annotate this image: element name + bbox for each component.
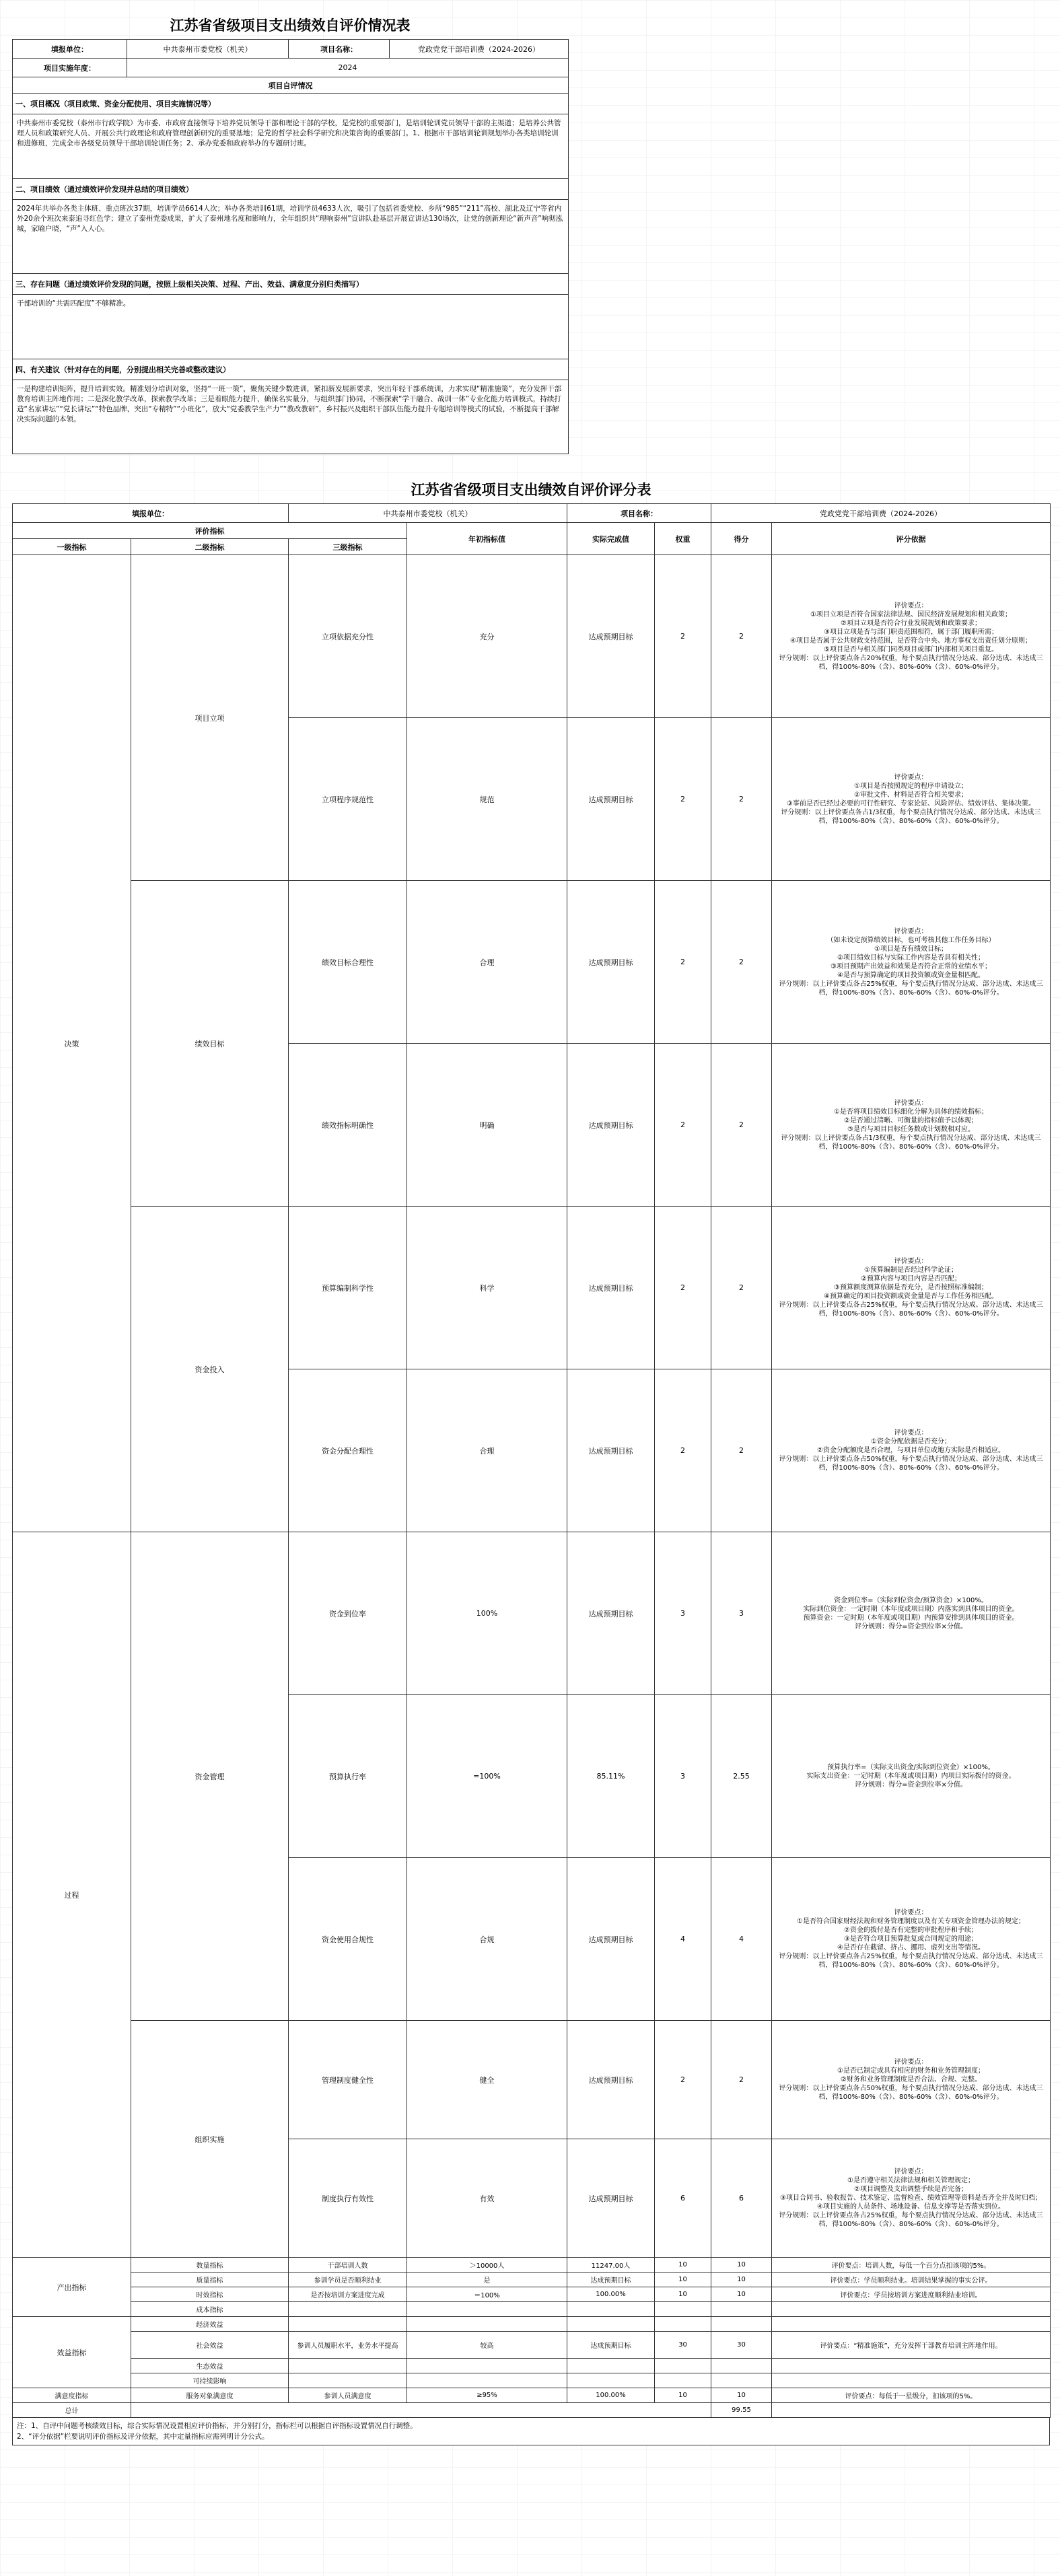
header-remark: 评分依据	[772, 523, 1051, 555]
level3-cell: 立项依据充分性	[289, 555, 407, 718]
table-row	[13, 2287, 1051, 2302]
level2-cell: 服务对象满意度	[131, 2388, 289, 2403]
score-cell	[711, 2302, 772, 2317]
section-heading: 四、有关建议（针对存在的问题，分别提出相关完善或整改建议）	[13, 359, 569, 380]
remark-cell: 评价要点：每低于一星级分，扣该项的5%。	[772, 2388, 1051, 2403]
score-table	[12, 503, 1051, 2418]
level2-cell: 可持续影响	[131, 2373, 289, 2388]
weight-cell: 10	[655, 2258, 711, 2273]
level3-cell: 预算编制科学性	[289, 1207, 407, 1369]
remark-cell: 评价要点： ①项目是否按照规定的程序申请设立； ②审批文件、材料是否符合相关要求； ③事前是否已经过必要的可行性研究、专家论证、风险评估、绩效评估、集体决策。 评分规则：以上评价要点各占1/3权重，每个要点执行情况分达成、部分达成、未达成三档，得100%-80%（含）、80%-60%（含）、60%-0%评分。	[772, 718, 1051, 881]
actual-cell: 达成预期目标	[567, 718, 655, 881]
remark-cell: 评价要点： ①项目立项是否符合国家法律法规、国民经济发展规划和相关政策； ②项目立项是否符合行业发展规划和政策要求； ③项目立项是否与部门职责范围相符，属于部门履职所需； ④项目是否属于公共财政支持范围，是否符合中央、地方事权支出责任划分原则； ⑤项目是否与相关部门同类项目或部门内部相关项目重复。 评分规则：以上评价要点各占20%权重，每个要点执行情况分达成、部分达成、未达成三档，得100%-80%（含）、80%-60%（含）、60%-0%评分。	[772, 555, 1051, 718]
level3-cell	[289, 2359, 407, 2373]
total-label: 总计	[13, 2403, 131, 2418]
actual-cell: 达成预期目标	[567, 2139, 655, 2258]
target-cell: 合理	[407, 1369, 567, 1532]
group-project-setup: 项目立项	[131, 555, 289, 881]
actual-cell: 100.00%	[567, 2388, 655, 2403]
actual-cell: 达成预期目标	[567, 2021, 655, 2139]
score-cell: 6	[711, 2139, 772, 2258]
actual-cell	[567, 2317, 655, 2332]
score-title: 江苏省省级项目支出绩效自评价评分表	[411, 482, 651, 498]
score-cell: 10	[711, 2258, 772, 2273]
remark-cell: 评价要点：学员顺利结业。培训结果掌握的事实公评。	[772, 2273, 1051, 2287]
remark-cell: 资金到位率=（实际到位资金/预算资金）×100%。 实际到位资金：一定时期（本年度或项目期）内落实到具体项目的资金。 预算资金：一定时期（本年度或项目期）内预算安排到具体项目的资金。 评分规则：得分=资金到位率×分值。	[772, 1532, 1051, 1695]
weight-cell	[655, 2359, 711, 2373]
score-cell: 2	[711, 718, 772, 881]
group-benefit: 效益指标	[13, 2317, 131, 2388]
remark-cell	[772, 2317, 1051, 2332]
level3-cell: 是否按培训方案进度完成	[289, 2287, 407, 2302]
header-level3: 三级指标	[289, 539, 407, 555]
level3-cell	[289, 2373, 407, 2388]
weight-cell: 6	[655, 2139, 711, 2258]
section-body: 一是构建培训矩阵，提升培训实效。精准划分培训对象，坚持“一班一策”，聚焦关键少数进训，紧扣新发展新要求，突出年轻干部系统训，力求实现“精准施策”，充分发挥干部教育培训主阵地作用；二是深化教学改革，探索教学改革；三是着眼能力提升，确保名实量分，与组织部门协同，不断探索“学干融合、战训一体”专业化能力培训模式，持续打造“名家讲坛”“党长讲坛”“特色品牌，突出“专精特”“小班化”，放大“党委教学生产力”“教改教研”，乡村振兴及组织干部队伍能力提升专题培训等模式的试验，不断提高干部解决实际问题的本领。	[13, 380, 569, 454]
level3-cell: 预算执行率	[289, 1695, 407, 1858]
weight-cell: 3	[655, 1695, 711, 1858]
level3-cell: 立项程序规范性	[289, 718, 407, 881]
self-evaluation-score	[12, 476, 1050, 2445]
weight-cell	[655, 2317, 711, 2332]
remark-cell: 评价要点： ①预算编制是否经过科学论证； ②预算内容与项目内容是否匹配； ③预算额度测算依据是否充分，是否按照标准编制； ④预算确定的项目投资额或资金量是否与工作任务相匹配。 评分规则：以上评价要点各占25%权重，每个要点执行情况分达成、部分达成、未达成三档，得100%-80%（含）、80%-60%（含）、60%-0%评分。	[772, 1207, 1051, 1369]
target-cell	[407, 2302, 567, 2317]
group-process: 过程	[13, 1532, 131, 2258]
actual-cell: 100.00%	[567, 2287, 655, 2302]
level3-cell: 绩效指标明确性	[289, 1044, 407, 1207]
header-indicator: 评价指标	[13, 523, 407, 539]
score-cell: 3	[711, 1532, 772, 1695]
section-body: 中共泰州市委党校（泰州市行政学院）为市委、市政府直接领导下培养党员领导干部和理论干部的学校，是党校的重要部门，是培训轮训党员领导干部的主渠道；是培养公共管理人员和政策研究人员、开展公共行政理论和政府管理创新研究的重要基地；是党的哲学社会科学研究和决策咨询的重要部门。1、根据市干部培训轮训规划举办各类培训轮训和进修班，完成全市各级党员领导干部培训轮训任务；2、承办党委和政府举办的专题研讨班。	[13, 114, 569, 179]
score-unit-value: 中共泰州市委党校（机关）	[289, 504, 567, 523]
actual-cell: 达成预期目标	[567, 1044, 655, 1207]
target-cell	[407, 2359, 567, 2373]
table-notes	[12, 2418, 1050, 2445]
header-target: 年初指标值	[407, 523, 567, 555]
actual-cell: 达成预期目标	[567, 881, 655, 1044]
total-score: 99.55	[711, 2403, 772, 2418]
project-label: 项目名称：	[289, 40, 390, 59]
header-level1: 一级指标	[13, 539, 131, 555]
total-spacer	[131, 2403, 711, 2418]
group-perf-goal: 绩效目标	[131, 881, 289, 1207]
level2-cell: 成本指标	[131, 2302, 289, 2317]
level2-cell: 时效指标	[131, 2287, 289, 2302]
score-cell: 2	[711, 1369, 772, 1532]
remark-cell: 评价要点： （如未设定预算绩效目标，也可考核其他工作任务目标） ①项目是否有绩效目标； ②项目绩效目标与实际工作内容是否具有相关性； ③项目预期产出效益和效果是否符合正常的业绩水平； ④是否与预算确定的项目投资额或资金量相匹配。 评分规则：以上评价要点各占25%权重，每个要点执行情况分达成、部分达成、未达成三档，得100%-80%（含）、80%-60%（含）、60%-0%评分。	[772, 881, 1051, 1044]
actual-cell: 达成预期目标	[567, 2332, 655, 2359]
actual-cell: 达成预期目标	[567, 1532, 655, 1695]
remark-cell	[772, 2359, 1051, 2373]
group-fund-mgmt: 资金管理	[131, 1532, 289, 2021]
group-org-impl: 组织实施	[131, 2021, 289, 2258]
score-cell: 2	[711, 1044, 772, 1207]
table-row	[13, 881, 1051, 1044]
level2-cell: 数量指标	[131, 2258, 289, 2273]
score-cell: 4	[711, 1858, 772, 2021]
level2-cell: 经济效益	[131, 2317, 289, 2332]
actual-cell: 达成预期目标	[567, 555, 655, 718]
weight-cell: 2	[655, 881, 711, 1044]
target-cell: 健全	[407, 2021, 567, 2139]
actual-cell: 达成预期目标	[567, 1207, 655, 1369]
target-cell: 合规	[407, 1858, 567, 2021]
table-row	[13, 2258, 1051, 2273]
score-cell: 2	[711, 555, 772, 718]
target-cell: 是	[407, 2273, 567, 2287]
target-cell: 充分	[407, 555, 567, 718]
header-level2: 二级指标	[131, 539, 289, 555]
table-row	[13, 2302, 1051, 2317]
unit-value: 中共泰州市委党校（机关）	[127, 40, 289, 59]
level2-cell: 社会效益	[131, 2332, 289, 2359]
level3-cell	[289, 2317, 407, 2332]
remark-cell: 评价要点： ①资金分配依据是否充分； ②资金分配额度是否合理，与项目单位或地方实际是否相适应。 评分规则：以上评价要点各占50%权重，每个要点执行情况分达成、部分达成、未达成三档，得100%-80%（含）、80%-60%（含）、60%-0%评分。	[772, 1369, 1051, 1532]
remark-cell	[772, 2373, 1051, 2388]
score-cell: 2.55	[711, 1695, 772, 1858]
target-cell: 100%	[407, 1532, 567, 1695]
remark-cell: 评价要点： ①是否符合国家财经法规和财务管理制度以及有关专项资金管理办法的规定； ②资金的拨付是否有完整的审批程序和手续； ③是否符合项目预算批复或合同规定的用途； ④是否存在截留、挤占、挪用、虚列支出等情况。 评分规则：以上评价要点各占25%权重，每个要点执行情况分达成、部分达成、未达成三档，得100%-80%（含）、80%-60%（含）、60%-0%评分。	[772, 1858, 1051, 2021]
year-value: 2024	[127, 59, 569, 77]
remark-cell: 评价要点： ①是否遵守相关法律法规和相关管理规定； ②项目调整及支出调整手续是否完备； ③项目合同书、验收报告、技术鉴定、监督检查、绩效管理等资料是否齐全并及时归档； ④项目实施的人员条件、场地设备、信息支撑等是否落实到位。 评分规则：以上评价要点各占25%权重，每个要点执行情况分达成、部分达成、未达成三档，得100%-80%（含）、80%-60%（含）、60%-0%评分。	[772, 2139, 1051, 2258]
level3-cell	[289, 2302, 407, 2317]
remark-cell: 评价要点： ①是否已制定或具有相应的财务和业务管理制度； ②财务和业务管理制度是否合法、合规、完整。 评分规则：以上评价要点各占50%权重，每个要点执行情况分达成、部分达成、未达成三档，得100%-80%（含）、80%-60%（含）、60%-0%评分。	[772, 2021, 1051, 2139]
remark-cell: 评价要点：学员按培训方案进度顺利结业培训。	[772, 2287, 1051, 2302]
section-heading: 一、项目概况（项目政策、资金分配使用、项目实施情况等）	[13, 94, 569, 114]
group-output: 产出指标	[13, 2258, 131, 2317]
weight-cell: 2	[655, 2021, 711, 2139]
table-row	[13, 1532, 1051, 1695]
weight-cell: 10	[655, 2287, 711, 2302]
summary-table	[12, 39, 569, 454]
self-evaluation-summary	[12, 12, 568, 454]
score-cell: 10	[711, 2388, 772, 2403]
group-fund-input: 资金投入	[131, 1207, 289, 1532]
target-cell: 合理	[407, 881, 567, 1044]
level3-cell: 资金使用合规性	[289, 1858, 407, 2021]
score-unit-label: 填报单位：	[13, 504, 289, 523]
score-cell: 2	[711, 881, 772, 1044]
score-cell: 30	[711, 2332, 772, 2359]
level2-cell: 质量指标	[131, 2273, 289, 2287]
note-line: 注：1、自评中问题考核绩效目标，综合实际情况设置相应评价指标，并分别打分，指标栏可以根据自评指标设置情况自行调整。	[17, 2422, 417, 2430]
unit-label: 填报单位：	[13, 40, 127, 59]
section-heading: 三、存在问题（通过绩效评价发现的问题，按照上级相关决策、过程、产出、效益、满意度分别归类描写）	[13, 274, 569, 295]
table-row	[13, 2317, 1051, 2332]
level2-cell: 生态效益	[131, 2359, 289, 2373]
weight-cell: 2	[655, 555, 711, 718]
weight-cell	[655, 2373, 711, 2388]
level3-cell: 参训人员满意度	[289, 2388, 407, 2403]
target-cell: ＞10000人	[407, 2258, 567, 2273]
weight-cell: 10	[655, 2388, 711, 2403]
total-remark	[772, 2403, 1051, 2418]
weight-cell: 2	[655, 1044, 711, 1207]
table-row	[13, 2021, 1051, 2139]
note-line: 2、“评分依据”栏要说明评价指标及评分依据，其中定量指标应需列明计分公式。	[17, 2433, 269, 2441]
target-cell: 规范	[407, 718, 567, 881]
weight-cell: 2	[655, 1369, 711, 1532]
target-cell: 有效	[407, 2139, 567, 2258]
score-cell	[711, 2373, 772, 2388]
total-row	[13, 2403, 1051, 2418]
level3-cell: 干部培训人数	[289, 2258, 407, 2273]
target-cell: =100%	[407, 1695, 567, 1858]
level3-cell: 管理制度健全性	[289, 2021, 407, 2139]
level3-cell: 参训人员履职水平，业务水平提高	[289, 2332, 407, 2359]
group-decision: 决策	[13, 555, 131, 1532]
header-weight: 权重	[655, 523, 711, 555]
year-label: 项目实施年度：	[13, 59, 127, 77]
table-row	[13, 2332, 1051, 2359]
score-cell: 10	[711, 2287, 772, 2302]
target-cell: ≥95%	[407, 2388, 567, 2403]
score-cell	[711, 2359, 772, 2373]
table-row	[13, 1207, 1051, 1369]
actual-cell	[567, 2359, 655, 2373]
score-cell: 10	[711, 2273, 772, 2287]
target-cell	[407, 2373, 567, 2388]
score-project-label: 项目名称：	[567, 504, 711, 523]
actual-cell: 达成预期目标	[567, 2273, 655, 2287]
content-header: 项目自评情况	[13, 77, 569, 94]
weight-cell: 30	[655, 2332, 711, 2359]
target-cell: 较高	[407, 2332, 567, 2359]
target-cell: ＝100%	[407, 2287, 567, 2302]
remark-cell	[772, 2302, 1051, 2317]
target-cell: 科学	[407, 1207, 567, 1369]
actual-cell: 达成预期目标	[567, 1858, 655, 2021]
target-cell: 明确	[407, 1044, 567, 1207]
weight-cell: 4	[655, 1858, 711, 2021]
section-heading: 二、项目绩效（通过绩效评价发现并总结的项目绩效）	[13, 179, 569, 200]
actual-cell	[567, 2302, 655, 2317]
weight-cell: 10	[655, 2273, 711, 2287]
section-body: 2024年共举办各类主体班、重点班次37期，培训学员6614人次；举办各类培训61期，培训学员4633人次，吸引了包括省委党校、乡所“985”“211”高校、湖北及辽宁等省内外20余个班次来泰追寻红色学；建立了泰州党委成果，扩大了泰州地名度和影响力，全年组织共“理响泰州”宣讲队赴基层开展宣讲达130场次，让党的创新理论“新声音”响彻泓城，家喻户晓，“声”入人心。	[13, 200, 569, 274]
level3-cell: 绩效目标合理性	[289, 881, 407, 1044]
weight-cell: 2	[655, 718, 711, 881]
header-actual: 实际完成值	[567, 523, 655, 555]
level3-cell: 制度执行有效性	[289, 2139, 407, 2258]
weight-cell: 2	[655, 1207, 711, 1369]
remark-cell: 评价要点：“精准施策”，充分发挥干部教育培训主阵地作用。	[772, 2332, 1051, 2359]
score-project-value: 党政党党干部培训费（2024-2026）	[711, 504, 1051, 523]
table-row	[13, 555, 1051, 718]
summary-title: 江苏省省级项目支出绩效自评价情况表	[170, 17, 411, 34]
actual-cell: 达成预期目标	[567, 1369, 655, 1532]
score-cell	[711, 2317, 772, 2332]
actual-cell: 85.11%	[567, 1695, 655, 1858]
project-value: 党政党党干部培训费（2024-2026）	[390, 40, 569, 59]
weight-cell: 3	[655, 1532, 711, 1695]
header-score: 得分	[711, 523, 772, 555]
remark-cell: 评价要点：培训人数，每低一个百分点扣该项的5%。	[772, 2258, 1051, 2273]
weight-cell	[655, 2302, 711, 2317]
group-satisfaction: 满意度指标	[13, 2388, 131, 2403]
score-cell: 2	[711, 1207, 772, 1369]
target-cell	[407, 2317, 567, 2332]
remark-cell: 评价要点： ①是否将项目绩效目标细化分解为具体的绩效指标； ②是否通过清晰、可衡量的指标值予以体现； ③是否与项目目标任务数或计划数相对应。 评分规则：以上评价要点各占1/3权重，每个要点执行情况分达成、部分达成、未达成三档，得100%-80%（含）、80%-60%（含）、60%-0%评分。	[772, 1044, 1051, 1207]
actual-cell	[567, 2373, 655, 2388]
table-row	[13, 2388, 1051, 2403]
section-body: 干部培训的“共需匹配度”不够精准。	[13, 295, 569, 359]
score-cell: 2	[711, 2021, 772, 2139]
table-row	[13, 2273, 1051, 2287]
level3-cell: 资金分配合理性	[289, 1369, 407, 1532]
table-row	[13, 2359, 1051, 2373]
remark-cell: 预算执行率=（实际支出资金/实际到位资金）×100%。 实际支出资金：一定时期（本年度或项目期）内项目实际拨付的资金。 评分规则：得分=资金到位率×分值。	[772, 1695, 1051, 1858]
table-row	[13, 2373, 1051, 2388]
level3-cell: 参训学员是否顺利结业	[289, 2273, 407, 2287]
level3-cell: 资金到位率	[289, 1532, 407, 1695]
actual-cell: 11247.00人	[567, 2258, 655, 2273]
